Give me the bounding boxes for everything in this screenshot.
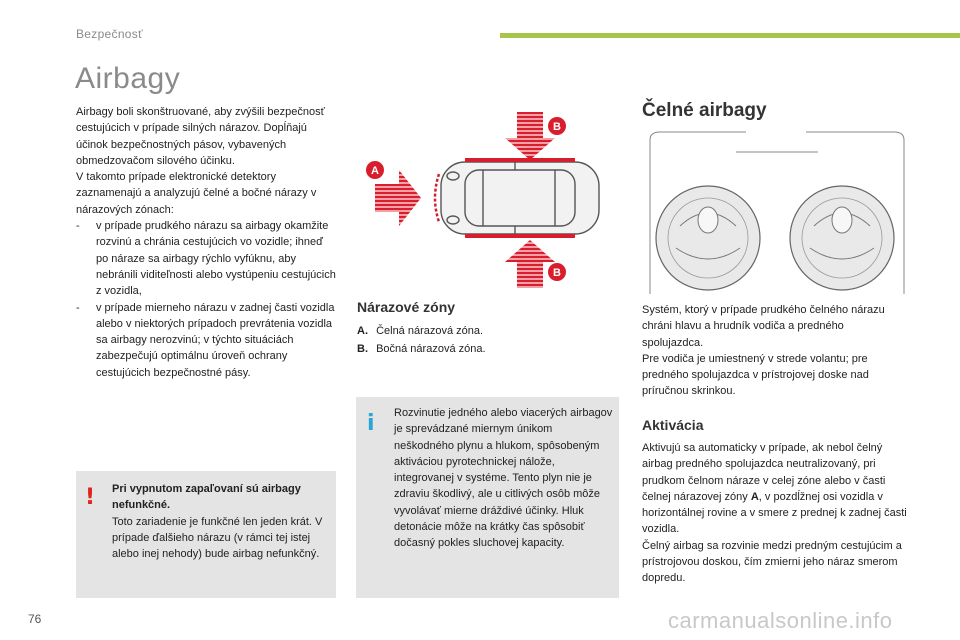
front-zone-marker xyxy=(435,174,439,222)
frontal-airbags-illustration xyxy=(646,130,908,294)
list-item-text: v prípade mierneho nárazu v zadnej časti vozidla alebo v niektorých prípadoch prevrátenia vozidla sa airbagy nerozvinú; v týchto situáciách zabezpečujú optimálnu úroveň ochrany cestujúcich bezpečnostné pásy. xyxy=(96,301,335,379)
list-dash: - xyxy=(76,220,80,233)
frontal-airbags-title: Čelné airbagy xyxy=(642,100,767,121)
side-zone-marker-top xyxy=(465,158,575,162)
info-icon: i xyxy=(367,411,375,436)
list-dash: - xyxy=(76,301,80,314)
warning-title: Pri vypnutom zapaľovaní sú airbagy nefunkčné. xyxy=(112,483,301,512)
section-title: Bezpečnosť xyxy=(76,27,143,41)
list-item-label: A. xyxy=(357,325,368,337)
impact-arrow-front xyxy=(375,170,421,226)
svg-text:A: A xyxy=(371,165,379,177)
warning-box xyxy=(76,471,336,598)
svg-text:B: B xyxy=(553,267,561,279)
driver-airbag xyxy=(656,186,760,290)
activation-text xyxy=(642,440,910,587)
accent-bar xyxy=(500,33,960,38)
activation-paragraph-2: Čelný airbag sa rozvinie medzi predným cestujúcim a prístrojovou doskou, čím zmierni jeho náraz smerom dopredu. xyxy=(642,539,902,585)
list-item xyxy=(76,300,338,381)
list-item-text: Čelná nárazová zóna. xyxy=(376,325,484,337)
impact-zones-title: Nárazové zóny xyxy=(357,299,456,315)
list-item xyxy=(357,341,617,357)
impact-arrow-top xyxy=(505,112,555,160)
frontal-paragraph-1: Systém, ktorý v prípade prudkého čelného nárazu chráni hlavu a hrudník vodiča a predného spolujazdca. xyxy=(642,304,885,349)
car-outline xyxy=(441,162,599,234)
page-title: Airbagy xyxy=(75,62,181,95)
airbag-seats-illustration xyxy=(646,130,908,294)
impact-zones-diagram xyxy=(355,108,613,292)
passenger-airbag xyxy=(790,186,894,290)
list-item-text: Bočná nárazová zóna. xyxy=(376,343,486,356)
activation-paragraph-1: Aktivujú sa automaticky v prípade, ak nebol čelný airbag predného spolujazdca neutralizovaný, pri prudkom čelnom náraze v celej zóne alebo v časti čelnej nárazovej zóny A, v pozdĺžnej osi vozidla v horizontálnej rovine a v smere z prednej k zadnej časti vozidla. xyxy=(642,442,907,536)
frontal-paragraph-2: Pre vodiča je umiestnený v strede volantu; pre predného spolujazdca v prístrojovej doske nad príručnou skrinkou. xyxy=(642,352,869,398)
info-text: Rozvinutie jedného alebo viacerých airbagov je sprevádzané miernym únikom neškodného plynu a hlukom, spôsobeným aktiváciou pyrotechnickej nálože, integrovanej v systéme. Tento plyn nie je zdraviu škodlivý, ale u citlivých osôb môže vyvolávať mierne dráždivé účinky. Hluk detonácie môže na krátky čas spôsobiť dočasný pokles sluchovej kapacity. xyxy=(394,407,613,550)
info-box xyxy=(356,397,619,598)
exclamation-icon: ! xyxy=(85,485,96,510)
label-b-top xyxy=(548,117,566,135)
intro-text xyxy=(76,104,338,381)
list-item xyxy=(76,218,338,299)
side-zone-marker-bottom xyxy=(465,234,575,238)
list-item-text: v prípade prudkého nárazu sa airbagy okamžite rozvinú a chránia cestujúcich vo vozidle; ihneď po náraze sa airbagy rýchlo vyfúknu, aby nebránili viditeľnosti alebo vystúpeniu cestujúcich z vozidla, xyxy=(96,220,336,298)
impact-zones-list xyxy=(357,323,617,360)
activation-title: Aktivácia xyxy=(642,417,704,433)
impact-arrow-bottom xyxy=(505,240,555,288)
intro-paragraph-2: V takomto prípade elektronické detektory zaznamenajú a analyzujú čelné a bočné nárazy v nárazových zónach: xyxy=(76,171,317,216)
label-b-bottom xyxy=(548,263,566,281)
list-item-label: B. xyxy=(357,343,368,356)
warning-text xyxy=(112,481,330,562)
page-number: 76 xyxy=(28,612,42,626)
watermark: carmanualsonline.info xyxy=(668,608,893,633)
label-a xyxy=(366,161,384,179)
car-top-view-illustration xyxy=(355,108,613,292)
warning-body: Toto zariadenie je funkčné len jeden krát. V prípade ďalšieho nárazu (v rámci tej istej alebo inej nehody) bude airbag nefunkčný. xyxy=(112,515,323,561)
intro-paragraph-1: Airbagy boli skonštruované, aby zvýšili bezpečnosť cestujúcich v prípade silných nárazov. Dopĺňajú účinok bezpečnostných pásov, vybavených obmedzovačom silového účinku. xyxy=(76,106,325,167)
list-item xyxy=(357,323,617,339)
svg-text:B: B xyxy=(553,121,561,133)
frontal-airbags-text xyxy=(642,302,907,400)
